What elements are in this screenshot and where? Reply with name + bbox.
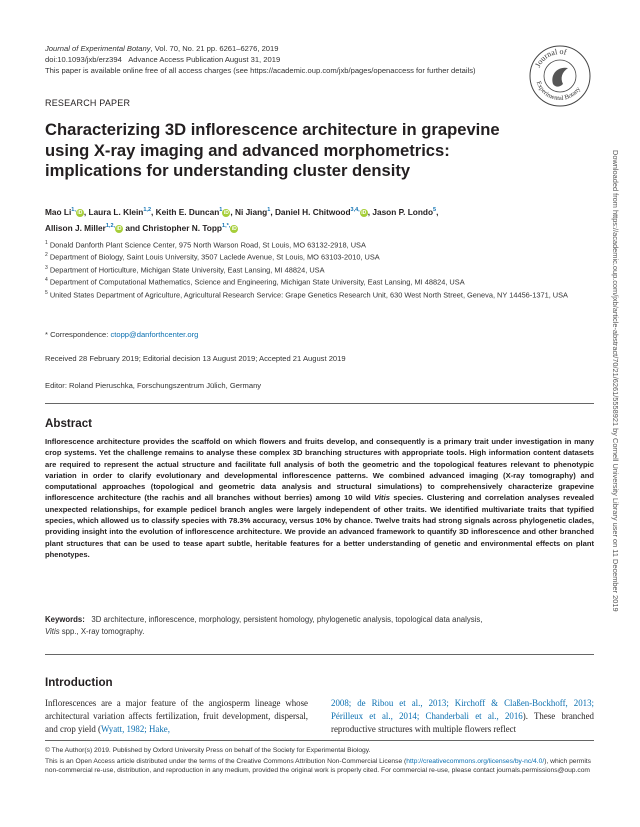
intro-text-1: Inflorescences are a major feature of the angiosperm lineage whose architectural variation affects fertilization, fruit development, dispersal, and crop yield ( bbox=[45, 698, 308, 734]
author-separator: , bbox=[151, 206, 156, 217]
editor: Editor: Roland Pieruschka, Forschungszentrum Jülich, Germany bbox=[45, 381, 262, 390]
author-affiliation-marker: 1, bbox=[71, 207, 76, 213]
keywords-italic: Vitis bbox=[45, 627, 60, 636]
author-name[interactable]: Allison J. Miller bbox=[45, 222, 106, 233]
author-separator: , bbox=[230, 206, 235, 217]
orcid-icon[interactable]: iD bbox=[77, 209, 83, 216]
license-link[interactable]: http://creativecommons.org/licenses/by-nc/4.0/ bbox=[406, 758, 545, 766]
orcid-icon[interactable]: iD bbox=[223, 209, 229, 216]
intro-column-2 bbox=[331, 697, 594, 736]
affiliation-text: United States Department of Agriculture, Agricultural Research Service: Grape Genetics Research Unit, 630 West North Street, Geneva, NY 14456-1371, USA bbox=[49, 290, 568, 300]
abstract-heading: Abstract bbox=[45, 417, 93, 430]
open-access-note: This paper is available online free of all access charges (see https://academic.oup.com/jxb/pages/openaccess for further details) bbox=[45, 66, 476, 75]
license bbox=[45, 757, 594, 775]
author-list bbox=[45, 203, 565, 235]
orcid-icon[interactable]: iD bbox=[361, 209, 367, 216]
download-note: Downloaded from https://academic.oup.com/jxb/article-abstract/70/21/6261/5558921 by Cornell University Library user on 11 December 2019 bbox=[611, 150, 620, 612]
correspondence bbox=[45, 330, 198, 339]
divider bbox=[45, 740, 594, 741]
advance-access: Advance Access Publication August 31, 2019 bbox=[128, 55, 281, 64]
author-affiliation-marker: 1 bbox=[219, 207, 223, 213]
footer bbox=[45, 746, 594, 776]
affiliation-item bbox=[45, 275, 575, 287]
abstract-part-2: species. Clustering and correlation analyses revealed unexpected relationships, for example pedicel branch angles were largely independent of other traits. We identified multivariate traits that typified species, which allowed us to classify species with 78.3% accuracy, versus 10% by chance. Twelve traits had strong signals across phylogenetic clades, providing insight into the evolution of inflorescence architecture. We provide an advanced framework to quantify 3D inflorescence and other branched plant structures that can be used to tease apart subtle, heritable features for a better understanding of genetic and environmental effects on plant phenotypes. bbox=[45, 493, 594, 559]
author-affiliation-marker: 5 bbox=[433, 207, 437, 213]
affiliation-number: 3 bbox=[45, 264, 48, 271]
affiliation-item bbox=[45, 263, 575, 275]
author-separator: , bbox=[367, 206, 373, 217]
copyright: © The Author(s) 2019. Published by Oxford University Press on behalf of the Society for Experimental Biology. bbox=[45, 747, 371, 754]
orcid-icon[interactable]: iD bbox=[116, 225, 122, 232]
keywords-text-end: spp., X-ray tomography. bbox=[59, 627, 145, 636]
affiliation-text: Department of Computational Mathematics, Science and Engineering, Michigan State University, East Lansing, MI 48824, USA bbox=[49, 277, 465, 287]
author-name[interactable]: Daniel H. Chitwood bbox=[274, 206, 351, 217]
author-separator: and bbox=[123, 222, 143, 233]
author-name[interactable]: Keith E. Duncan bbox=[155, 206, 220, 217]
keywords-text: 3D architecture, inflorescence, morphology, persistent homology, phylogenetic analysis, topological data analysis, bbox=[91, 615, 483, 624]
journal-citation bbox=[45, 44, 278, 54]
affiliation-number: 4 bbox=[45, 277, 48, 284]
affiliation-text: Department of Horticulture, Michigan State University, East Lansing, MI 48824, USA bbox=[49, 265, 325, 275]
publication-dates: Received 28 February 2019; Editorial decision 13 August 2019; Accepted 21 August 2019 bbox=[45, 354, 346, 363]
divider bbox=[45, 403, 594, 404]
author-affiliation-marker: 1,2, bbox=[105, 222, 116, 229]
logo-text-top: Journal of bbox=[533, 46, 568, 69]
author-name[interactable]: Laura L. Klein bbox=[88, 206, 144, 217]
download-sidebar bbox=[611, 150, 623, 710]
correspondence-label: * Correspondence: bbox=[45, 330, 111, 339]
author-name[interactable]: Christopher N. Topp bbox=[142, 222, 223, 233]
logo-text-bottom: Experimental Botany bbox=[534, 80, 582, 103]
author-affiliation-marker: 3,4, bbox=[350, 207, 360, 213]
divider bbox=[45, 654, 594, 655]
author-name[interactable]: Jason P. Londo bbox=[372, 206, 434, 217]
journal-name: Journal of Experimental Botany bbox=[45, 44, 151, 53]
article-title: Characterizing 3D inflorescence architecture in grapevine using X-ray imaging and advanced morphometrics: implications for understanding cluster density bbox=[45, 120, 500, 180]
license-text-end: ), which permits non-commercial re-use, distribution, and reproduction in any medium, provided the original work is properly cited. For commercial re-use, please contact journals.permissions@oup.com bbox=[45, 758, 592, 775]
keywords bbox=[45, 614, 594, 638]
keywords-label: Keywords: bbox=[45, 615, 85, 624]
journal-volume: , Vol. 70, No. 21 pp. 6261–6276, 2019 bbox=[150, 44, 279, 53]
affiliation-item bbox=[45, 238, 575, 250]
orcid-icon[interactable]: iD bbox=[231, 225, 237, 232]
affiliation-item bbox=[45, 288, 575, 300]
journal-logo bbox=[528, 44, 592, 108]
intro-column-1 bbox=[45, 697, 308, 736]
article-type: RESEARCH PAPER bbox=[45, 98, 131, 108]
author-affiliation-marker: 1,2 bbox=[143, 207, 152, 213]
license-text: This is an Open Access article distributed under the terms of the Creative Commons Attribution Non-Commercial License ( bbox=[45, 758, 407, 766]
doi-line bbox=[45, 55, 280, 65]
author-separator: , bbox=[83, 206, 89, 217]
intro-refs-2[interactable]: 2008; de Ribou et al., 2013; Kirchoff & Claßen-Bockhoff, 2013; Périlleux et al., 2014; Chanderbali et al., 2016 bbox=[331, 698, 594, 721]
affiliation-text: Department of Biology, Saint Louis University, 3507 Laclede Avenue, St Louis, MO 63103-2010, USA bbox=[49, 252, 380, 262]
abstract-text bbox=[45, 436, 594, 560]
affiliation-item bbox=[45, 250, 575, 262]
affiliations bbox=[45, 238, 575, 300]
doi[interactable]: doi:10.1093/jxb/erz394 bbox=[45, 55, 122, 64]
affiliation-number: 1 bbox=[45, 240, 48, 246]
abstract-part-1: Inflorescence architecture provides the scaffold on which flowers and fruits develop, and consequently is a primary trait under investigation in many crop systems. Yet the challenge remains to analyse these complex 3D branching structures with appropriate tools. High information content datasets are required to represent the actual structure and facilitate full analysis of both the geometric and the topological features relevant to phenotypic variation in order to clarify evolutionary and developmental inflorescence patterns. We combined advanced imaging (X-ray tomography) and computational approaches (topological and geometric data analysis and structural simulations) to comprehensively characterize grapevine inflorescence architecture (the rachis and all branches without berries) among 10 wild bbox=[45, 437, 594, 503]
author-affiliation-marker: 1 bbox=[267, 207, 271, 213]
affiliation-text: Donald Danforth Plant Science Center, 975 North Warson Road, St Louis, MO 63132-2918, USA bbox=[49, 240, 366, 250]
author-affiliation-marker: 1,*, bbox=[222, 222, 231, 229]
author-name[interactable]: Mao Li bbox=[45, 206, 72, 217]
author-name[interactable]: Ni Jiang bbox=[234, 206, 268, 217]
author-separator: , bbox=[436, 206, 439, 217]
abstract-italic: Vitis bbox=[374, 493, 390, 503]
intro-refs-1[interactable]: Wyatt, 1982; Hake, bbox=[100, 724, 170, 734]
affiliation-number: 5 bbox=[45, 289, 48, 296]
author-separator: , bbox=[270, 206, 275, 217]
intro-text-2: ). These branched reproductive structures with multiple flowers reflect bbox=[331, 711, 594, 734]
introduction-heading: Introduction bbox=[45, 676, 113, 689]
affiliation-number: 2 bbox=[45, 252, 48, 259]
correspondence-email[interactable]: ctopp@danforthcenter.org bbox=[110, 330, 199, 339]
